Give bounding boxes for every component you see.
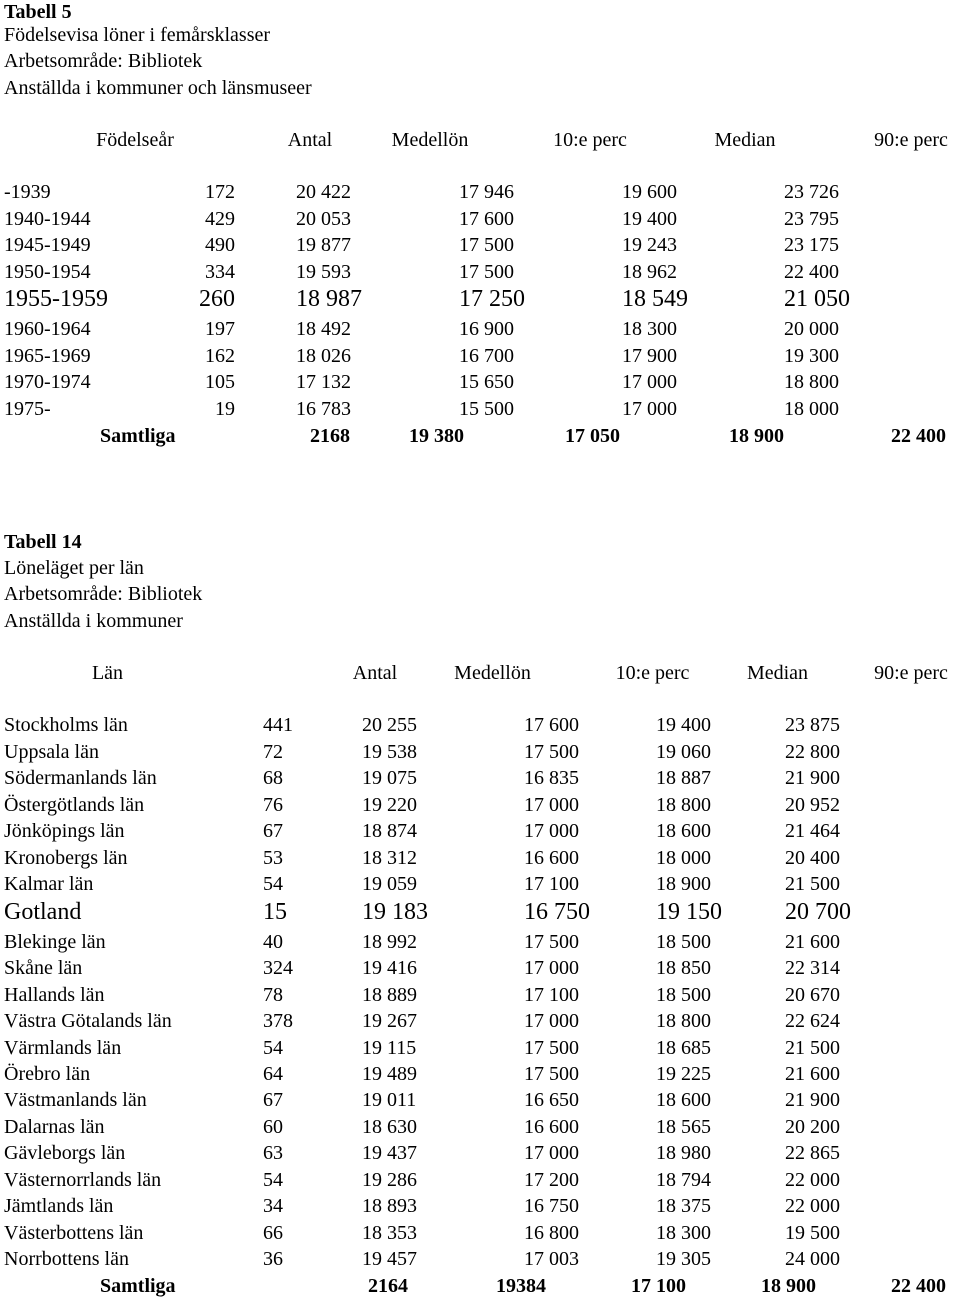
table5-cell: 18 800	[784, 371, 839, 393]
table5-cell: 20 053	[296, 208, 351, 230]
table14-cell: 16 835	[524, 767, 579, 789]
table5-cell: 16 700	[459, 345, 514, 367]
table14-cell: 78	[263, 984, 283, 1006]
table14-cell: 16 650	[524, 1089, 579, 1111]
table14-cell: Jönköpings län	[4, 820, 125, 842]
table5-cell: 19 300	[784, 345, 839, 367]
table14-cell: 18 600	[656, 1089, 711, 1111]
table5-row	[0, 232, 960, 258]
table5-cell: 334	[205, 261, 235, 283]
table5-col-header: 10:e perc	[553, 129, 627, 151]
table14-row	[0, 982, 960, 1008]
table14-cell: 18 500	[656, 984, 711, 1006]
table14-total-cell: 18 900	[761, 1275, 816, 1297]
table5-cell: 19 400	[622, 208, 677, 230]
table5-cell: 197	[205, 318, 235, 340]
table14-cell: 18 312	[362, 847, 417, 869]
table14-cell: 18 565	[656, 1116, 711, 1138]
table14-cell: 20 952	[785, 794, 840, 816]
table5-col-header: Födelseår	[96, 129, 174, 151]
table14-cell: 36	[263, 1248, 283, 1270]
table5-total-row	[0, 423, 960, 449]
table14-cell: Västra Götalands län	[4, 1010, 172, 1032]
table14-row	[0, 765, 960, 791]
table5-row	[0, 179, 960, 205]
table5-cell: 162	[205, 345, 235, 367]
table14-cell: 18 800	[656, 1010, 711, 1032]
table14-row	[0, 1035, 960, 1061]
table5-row	[0, 206, 960, 232]
table14-cell: Norrbottens län	[4, 1248, 129, 1270]
table14-cell: 18 900	[656, 873, 711, 895]
table14-cell: 67	[263, 820, 283, 842]
table14-header-row	[0, 660, 960, 686]
table14-cell: 54	[263, 1169, 283, 1191]
table14-cell: 19 416	[362, 957, 417, 979]
table14-cell: 20 670	[785, 984, 840, 1006]
table14-total-cell: 2164	[368, 1275, 408, 1297]
table14-cell: 17 500	[524, 741, 579, 763]
table14-cell: 18 850	[656, 957, 711, 979]
table5-row	[0, 369, 960, 395]
table14-cell: 21 500	[785, 873, 840, 895]
table14-cell: Västernorrlands län	[4, 1169, 162, 1191]
table14-cell: 64	[263, 1063, 283, 1085]
table14-cell: 22 800	[785, 741, 840, 763]
table5-employees: Anställda i kommuner och länsmuseer	[4, 77, 312, 99]
table14-cell: 19 489	[362, 1063, 417, 1085]
table5-total-cell: 22 400	[891, 425, 946, 447]
table5-title: Tabell 5	[4, 1, 72, 23]
table14-cell: 19 267	[362, 1010, 417, 1032]
table14-cell: 19 220	[362, 794, 417, 816]
table5-cell: 18 000	[784, 398, 839, 420]
table14-cell: 19 437	[362, 1142, 417, 1164]
table5-cell: 17 600	[459, 208, 514, 230]
table14-row	[0, 1246, 960, 1272]
table14-cell: 19 457	[362, 1248, 417, 1270]
table5-cell: 1950-1954	[4, 261, 91, 283]
table14-cell: 17 003	[524, 1248, 579, 1270]
table5-cell: 1945-1949	[4, 234, 91, 256]
table5-cell: 260	[199, 286, 235, 312]
table14-cell: 19 150	[656, 899, 722, 925]
table14-cell: 21 600	[785, 1063, 840, 1085]
table14-cell: 17 200	[524, 1169, 579, 1191]
table14-cell: 18 889	[362, 984, 417, 1006]
table5-cell: 23 795	[784, 208, 839, 230]
table14-row	[0, 712, 960, 738]
table14-cell: Stockholms län	[4, 714, 128, 736]
table14-cell: 54	[263, 1037, 283, 1059]
table14-employees: Anställda i kommuner	[4, 610, 183, 632]
table14-total-cell: Samtliga	[100, 1275, 176, 1297]
table5-cell: 19 593	[296, 261, 351, 283]
table14-cell: 17 000	[524, 957, 579, 979]
table5-col-header: Antal	[287, 129, 333, 151]
table14-cell: 20 200	[785, 1116, 840, 1138]
table5-cell: 18 300	[622, 318, 677, 340]
table14-cell: 16 600	[524, 1116, 579, 1138]
table14-subtitle: Löneläget per län	[4, 557, 144, 579]
table14-total-row	[0, 1273, 960, 1299]
table5-cell: 17 000	[622, 398, 677, 420]
table5-cell: 1970-1974	[4, 371, 91, 393]
table14-cell: 67	[263, 1089, 283, 1111]
table14-cell: 68	[263, 767, 283, 789]
table5-cell: 17 500	[459, 261, 514, 283]
table14-cell: 378	[263, 1010, 293, 1032]
table14-cell: 19 400	[656, 714, 711, 736]
table5-cell: 1940-1944	[4, 208, 91, 230]
table14-cell: 60	[263, 1116, 283, 1138]
table14-row	[0, 1220, 960, 1246]
table5-total-cell: 19 380	[409, 425, 464, 447]
table14-cell: 19 500	[785, 1222, 840, 1244]
table14-cell: 21 500	[785, 1037, 840, 1059]
table14-cell: 18 500	[656, 931, 711, 953]
table5-cell: -1939	[4, 181, 51, 203]
table14-cell: Södermanlands län	[4, 767, 157, 789]
table5-cell: 17 946	[459, 181, 514, 203]
table14-cell: 17 000	[524, 1010, 579, 1032]
table5-cell: 18 492	[296, 318, 351, 340]
table14-cell: 17 500	[524, 931, 579, 953]
table5-cell: 22 400	[784, 261, 839, 283]
table14-cell: 19 059	[362, 873, 417, 895]
table14-cell: 324	[263, 957, 293, 979]
table14-cell: 17 000	[524, 1142, 579, 1164]
table14-cell: 19 011	[362, 1089, 417, 1111]
table14-cell: 18 300	[656, 1222, 711, 1244]
table14-row	[0, 899, 960, 925]
table5-cell: 18 549	[622, 286, 688, 312]
table14-cell: 20 700	[785, 899, 851, 925]
table14-cell: 17 100	[524, 984, 579, 1006]
table14-row	[0, 1061, 960, 1087]
table14-cell: Gotland	[4, 899, 82, 925]
table5-cell: 105	[205, 371, 235, 393]
table14-cell: 22 314	[785, 957, 840, 979]
table14-cell: 18 874	[362, 820, 417, 842]
table5-cell: 18 987	[296, 286, 362, 312]
table14-cell: 17 000	[524, 820, 579, 842]
table5-subtitle: Födelsevisa löner i femårsklasser	[4, 24, 271, 46]
table14-cell: 18 887	[656, 767, 711, 789]
table5-col-header: Medellön	[391, 129, 469, 151]
table14-cell: 18 600	[656, 820, 711, 842]
table14-cell: 19 060	[656, 741, 711, 763]
table14-cell: 16 600	[524, 847, 579, 869]
table14-cell: 22 000	[785, 1169, 840, 1191]
table14-total-cell: 19384	[496, 1275, 546, 1297]
table5-cell: 19 877	[296, 234, 351, 256]
table14-cell: Skåne län	[4, 957, 83, 979]
table14-cell: 72	[263, 741, 283, 763]
table5-cell: 18 962	[622, 261, 677, 283]
table5-cell: 16 783	[296, 398, 351, 420]
table14-cell: 54	[263, 873, 283, 895]
table5-row	[0, 396, 960, 422]
table5-cell: 20 422	[296, 181, 351, 203]
table14-col-header: 10:e perc	[615, 662, 690, 684]
table14-cell: 19 286	[362, 1169, 417, 1191]
table5-cell: 1960-1964	[4, 318, 91, 340]
table5-cell: 18 026	[296, 345, 351, 367]
table5-cell: 172	[205, 181, 235, 203]
table14-cell: 21 900	[785, 767, 840, 789]
table14-cell: Västerbottens län	[4, 1222, 144, 1244]
table14-cell: Dalarnas län	[4, 1116, 105, 1138]
table14-cell: 16 800	[524, 1222, 579, 1244]
table5-cell: 17 132	[296, 371, 351, 393]
table14-col-header: Median	[746, 662, 809, 684]
table14-cell: Uppsala län	[4, 741, 99, 763]
table5-cell: 15 650	[459, 371, 514, 393]
table14-area: Arbetsområde: Bibliotek	[4, 583, 203, 605]
table14-row	[0, 1087, 960, 1113]
table14-row	[0, 1140, 960, 1166]
table14-cell: 21 464	[785, 820, 840, 842]
table14-cell: 17 600	[524, 714, 579, 736]
table5-row	[0, 343, 960, 369]
table14-total-cell: 22 400	[891, 1275, 946, 1297]
table14-cell: Gävleborgs län	[4, 1142, 126, 1164]
table14-row	[0, 845, 960, 871]
table14-row	[0, 929, 960, 955]
table14-col-header: 90:e perc	[874, 662, 948, 684]
table14-cell: 23 875	[785, 714, 840, 736]
table5-cell: 1955-1959	[4, 286, 108, 312]
table5-total-cell: 2168	[310, 425, 350, 447]
table5-cell: 15 500	[459, 398, 514, 420]
table14-cell: 18 353	[362, 1222, 417, 1244]
table5-col-header: 90:e perc	[874, 129, 948, 151]
table5-total-cell: Samtliga	[100, 425, 176, 447]
table14-cell: 16 750	[524, 899, 590, 925]
table14-cell: 18 000	[656, 847, 711, 869]
table5-area: Arbetsområde: Bibliotek	[4, 50, 203, 72]
table14-cell: 18 375	[656, 1195, 711, 1217]
table14-total-cell: 17 100	[631, 1275, 686, 1297]
table14-cell: 18 630	[362, 1116, 417, 1138]
table14-cell: 19 183	[362, 899, 428, 925]
table14-cell: 21 600	[785, 931, 840, 953]
table14-row	[0, 871, 960, 897]
table14-row	[0, 818, 960, 844]
table14-cell: Östergötlands län	[4, 794, 145, 816]
table14-cell: 16 750	[524, 1195, 579, 1217]
table14-cell: 17 500	[524, 1063, 579, 1085]
table5-cell: 1975-	[4, 398, 51, 420]
table5-cell: 20 000	[784, 318, 839, 340]
table14-row	[0, 1008, 960, 1034]
table14-cell: 66	[263, 1222, 283, 1244]
table14-title: Tabell 14	[4, 531, 82, 553]
table14-cell: 18 685	[656, 1037, 711, 1059]
table14-cell: 18 992	[362, 931, 417, 953]
table5-cell: 490	[205, 234, 235, 256]
table14-cell: 19 305	[656, 1248, 711, 1270]
table5-cell: 429	[205, 208, 235, 230]
table5-cell: 17 900	[622, 345, 677, 367]
table5-total-cell: 18 900	[729, 425, 784, 447]
table14-col-header: Län	[91, 662, 124, 684]
table14-cell: 21 900	[785, 1089, 840, 1111]
table5-cell: 21 050	[784, 286, 850, 312]
table14-cell: 18 980	[656, 1142, 711, 1164]
table14-cell: 17 500	[524, 1037, 579, 1059]
table5-cell: 23 175	[784, 234, 839, 256]
table14-cell: 18 800	[656, 794, 711, 816]
table14-cell: 24 000	[785, 1248, 840, 1270]
table14-col-header: Antal	[352, 662, 398, 684]
table14-cell: Örebro län	[4, 1063, 91, 1085]
table14-cell: 22 624	[785, 1010, 840, 1032]
table14-row	[0, 1193, 960, 1219]
table14-cell: Jämtlands län	[4, 1195, 114, 1217]
table14-cell: 441	[263, 714, 293, 736]
table14-cell: 19 225	[656, 1063, 711, 1085]
table14-row	[0, 955, 960, 981]
table14-cell: 53	[263, 847, 283, 869]
table5-cell: 1965-1969	[4, 345, 91, 367]
table14-cell: Värmlands län	[4, 1037, 122, 1059]
table14-cell: 22 865	[785, 1142, 840, 1164]
table14-cell: 17 100	[524, 873, 579, 895]
table14-row	[0, 792, 960, 818]
table5-cell: 16 900	[459, 318, 514, 340]
table5-row	[0, 286, 960, 312]
table14-cell: 18 893	[362, 1195, 417, 1217]
table5-total-cell: 17 050	[565, 425, 620, 447]
table14-cell: 40	[263, 931, 283, 953]
table14-cell: 63	[263, 1142, 283, 1164]
table14-cell: 76	[263, 794, 283, 816]
table14-cell: Blekinge län	[4, 931, 106, 953]
table5-cell: 23 726	[784, 181, 839, 203]
table14-cell: 18 794	[656, 1169, 711, 1191]
table5-cell: 19 243	[622, 234, 677, 256]
table5-row	[0, 259, 960, 285]
table5-cell: 17 000	[622, 371, 677, 393]
table14-cell: 20 400	[785, 847, 840, 869]
table14-cell: 20 255	[362, 714, 417, 736]
table14-cell: 22 000	[785, 1195, 840, 1217]
table14-cell: 19 538	[362, 741, 417, 763]
table5-cell: 19	[215, 398, 235, 420]
table14-col-header: Medellön	[454, 662, 531, 684]
table14-cell: Kronobergs län	[4, 847, 128, 869]
table14-cell: Hallands län	[4, 984, 105, 1006]
table14-cell: 34	[263, 1195, 283, 1217]
table14-row	[0, 1167, 960, 1193]
table14-cell: 19 115	[362, 1037, 417, 1059]
table5-row	[0, 316, 960, 342]
table5-cell: 17 250	[459, 286, 525, 312]
table14-cell: Kalmar län	[4, 873, 94, 895]
table14-cell: Västmanlands län	[4, 1089, 147, 1111]
table5-cell: 19 600	[622, 181, 677, 203]
table5-header-row	[0, 127, 960, 153]
table5-col-header: Median	[714, 129, 776, 151]
table14-cell: 19 075	[362, 767, 417, 789]
table5-cell: 17 500	[459, 234, 514, 256]
table14-cell: 15	[263, 899, 287, 925]
table14-row	[0, 739, 960, 765]
table14-cell: 17 000	[524, 794, 579, 816]
table14-row	[0, 1114, 960, 1140]
